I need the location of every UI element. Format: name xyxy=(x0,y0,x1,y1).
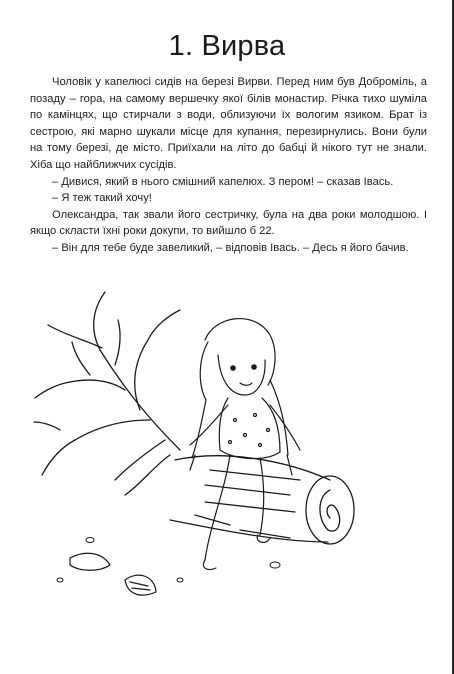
paragraph: Олександра, так звали його сестричку, була на два роки молодшою. І якщо скласти їхні роки докупи, то вийшло б 22. xyxy=(30,208,427,238)
paragraph: – Він для тебе буде завеликий, – відповів Івась. – Десь я його бачив. xyxy=(52,241,409,254)
girl-on-log-illustration xyxy=(30,280,360,640)
shoes-drawing xyxy=(70,553,156,595)
chapter-title: 1. Вирва xyxy=(168,30,286,62)
girl-drawing xyxy=(190,319,300,570)
paragraph: Чоловік у капелюсі сидів на березі Вирви. Перед ним був Доброміль, а позаду – гора, на самому вершечку якої білів монастир. Річка тихо шуміла по камінцях, що стирчали з води, облизуючи їх вологим язиком. Брат із сестрою, які марно шукали місце для купання, перезирнулись. Вони були на тому березі, де місто. Приїхали на літо до бабці й нікого тут не знали. Хіба що найближчих сусідів. xyxy=(30,76,427,171)
branches-drawing xyxy=(34,292,180,495)
paragraph: – Дивися, який в нього смішний капелюх. З пером! – сказав Івась. xyxy=(52,175,394,188)
chapter-text xyxy=(30,74,427,257)
paragraph: – Я теж такий хочу! xyxy=(52,192,152,205)
pebbles-drawing xyxy=(57,538,280,583)
